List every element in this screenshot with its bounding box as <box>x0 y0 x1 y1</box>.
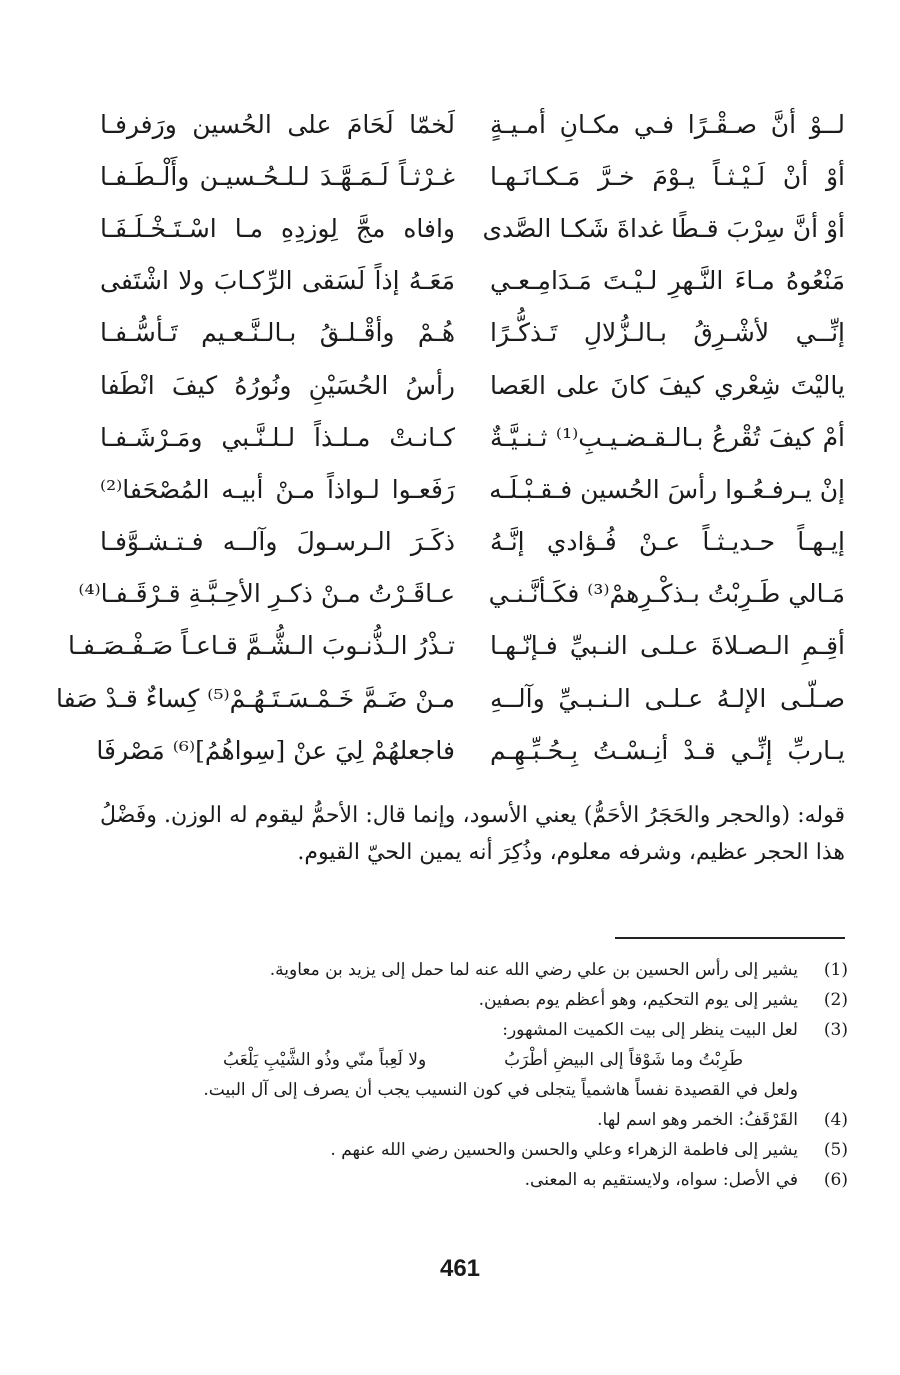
verse-second-hemistich: كـانـتْ مـلـذاً لـلـنَّـبي ومَـرْشَـفـا <box>100 422 455 452</box>
footnote-quoted-verse <box>223 1045 743 1075</box>
footnote-text: يشير إلى رأس الحسين بن علي رضي الله عنه لما حمل إلى يزيد بن معاوية. <box>269 960 798 980</box>
footnote-text: يشير إلى يوم التحكيم، وهو أعظم يوم بصفين. <box>478 990 798 1010</box>
verse <box>78 568 845 620</box>
verse-second-hemistich: رأسُ الحُسَيْنِ ونُورُهُ كيفَ انْطَفا <box>100 370 455 400</box>
verse-first-hemistich: ياليْتَ شِعْري كيفَ كانَ على العَصا <box>490 370 845 400</box>
verse-first-hemistich: مَـالي طَـرِبْتُ بـذكْـرِهمْ⁽³⁾ فكَـأنَّـنـي <box>488 579 845 609</box>
verse-first-hemistich: أمْ كيفَ تُقْرعُ بـالـقـضـيـبِ⁽¹⁾ ثـنـيَّـةٌ <box>490 422 845 452</box>
footnote-text: لعل البيت ينظر إلى بيت الكميت المشهور: <box>502 1020 798 1040</box>
footnote-number: (6) <box>823 1170 848 1190</box>
footnote <box>158 1015 848 1045</box>
footnote <box>158 955 848 985</box>
verse-first-hemistich: أوْ أنْ لَـيْـثـاً يـوْمَ خـرَّ مَـكـانَـهـا <box>490 161 845 191</box>
verse-first-hemistich: صـلّـى الإلـهُ عـلـى الـنـبـيِّ وآلــهِ <box>490 683 845 713</box>
verse-first-hemistich: مَنْعُوهُ مـاءَ النَّـهرِ لـيْـتَ مَـدَامِـعـي <box>490 266 845 296</box>
poem <box>56 98 845 776</box>
verse-second-hemistich: رَفَعـوا لـواذاً مـنْ أبيـه المُصْحَفا⁽²⁾ <box>100 474 455 504</box>
verse-first-hemistich: أقِـمِ الـصـلاةَ عـلـى النـبيِّ فـإنّـهـا <box>490 631 845 661</box>
verse-second-hemistich: وافاه مجَّ لِوزدِهِ مـا اسْـتَـخْـلَـفَـا <box>100 213 455 243</box>
footnote <box>158 985 848 1015</box>
footnote-number: (5) <box>823 1140 848 1160</box>
verse <box>56 672 845 724</box>
footnote-number: (4) <box>823 1110 848 1130</box>
footnote-number: (3) <box>823 1020 848 1040</box>
footnotes <box>158 955 848 1195</box>
verse-second-hemistich: تـذْرُ الـذُّنـوبَ الـشُّـمَّ قـاعـاً صَـفْـصَـفـا <box>67 631 455 661</box>
verse-second-hemistich: لَخمّا لَحَامَ على الحُسين ورَفرفـا <box>100 109 455 139</box>
verse-second-hemistich: عـاقَـرْتُ مـنْ ذكـرِ الأحِـبَّـةِ قـرْقَـفـا⁽⁴⁾ <box>78 579 455 609</box>
verse <box>100 516 845 568</box>
verse <box>100 150 845 202</box>
verse <box>67 620 845 672</box>
verse-second-hemistich: ذكَـرَ الـرسـولَ وآلــه فـتـشـوَّفـا <box>100 527 455 557</box>
verse <box>100 98 845 150</box>
verse-first-hemistich: يـاربِّ إنِّـي قـدْ أنِـسْـتُ بِـحُـبِّـهِـم <box>490 735 845 765</box>
footnote-number: (2) <box>823 990 848 1010</box>
verse <box>100 307 845 359</box>
verse-second-hemistich: فاجعلهُمْ لِيَ عنْ [سِواهُمُ]⁽⁶⁾ مَصْرفَا <box>96 735 455 765</box>
footnote <box>158 1165 848 1195</box>
footnote-continuation <box>158 1075 848 1105</box>
verse-first-hemistich: إيـهـاً حـديـثـاً عـنْ فُـؤادي إنَّـهُ <box>490 527 845 557</box>
quoted-verse-first-hemistich: طَرِبْتُ وما شَوْقاً إلى البيضِ أطْرَبُ <box>504 1050 743 1070</box>
footnote-text: في الأصل: سواه، ولايستقيم به المعنى. <box>524 1170 798 1190</box>
footnote <box>158 1135 848 1165</box>
footnote-text: ولعل في القصيدة نفساً هاشمياً يتجلى في كون النسيب يجب أن يصرف إلى آل البيت. <box>203 1080 798 1100</box>
verse-first-hemistich: لــوْ أنَّ صـقْـرًا فـي مكـانِ أمـيـةٍ <box>490 109 845 139</box>
verse-second-hemistich: غـرْثـاً لَـمَـهَّـدَ لـلـحُـسيـن وأَلْـطَـفـا <box>100 161 455 191</box>
verse <box>100 411 845 463</box>
footnote-text: يشير إلى فاطمة الزهراء وعلي والحسن والحسين رضي الله عنهم . <box>330 1140 798 1160</box>
verse-first-hemistich: أوْ أنَّ سِرْبَ قـطًا غداةَ شَكـا الصَّدى <box>482 213 845 243</box>
page-number: 461 <box>439 1255 481 1282</box>
commentary-paragraph: قوله: (والحجر والحَجَرُ الأحَمُّ) يعني الأسود، وإنما قال: الأحمُّ ليقوم له الوزن. وفَضْلُ هذا الحجر عظيم، وشرفه معلوم، وذُكِرَ أنه يمين الحيّ القيوم. <box>100 803 845 865</box>
quoted-verse-second-hemistich: ولا لَعِباً منّي وذُو الشَّيْبِ يَلْعَبُ <box>223 1050 427 1070</box>
verse-first-hemistich: إنِّــي لأشْـرِقُ بـالـزُّلالِ تَـذكُّـرًا <box>490 318 845 348</box>
footnote-separator <box>615 937 845 939</box>
verse <box>100 255 845 307</box>
verse <box>96 724 845 776</box>
verse-second-hemistich: هُـمْ وأقْـلـقُ بـالـنَّـعـيم تَـأسُّـفـا <box>100 318 455 348</box>
footnote-number: (1) <box>823 960 848 980</box>
verse-second-hemistich: مَعَـهُ إذاً لَسَقى الرِّكـابَ ولا اشْتَفى <box>100 266 455 296</box>
verse-second-hemistich: مـنْ ضَـمَّ خَـمْـسَـتَـهُـمْ⁽⁵⁾ كِساءٌ قـدْ صَفا <box>56 683 455 713</box>
verse <box>100 202 845 254</box>
footnote-text: القَرْقَفُ: الخمر وهو اسم لها. <box>597 1110 798 1130</box>
verse <box>100 463 845 515</box>
verse <box>100 359 845 411</box>
footnote <box>158 1105 848 1135</box>
verse-first-hemistich: إنْ يـرفـعُـوا رأسَ الحُسين فـقـبْـلَـه <box>489 474 845 504</box>
